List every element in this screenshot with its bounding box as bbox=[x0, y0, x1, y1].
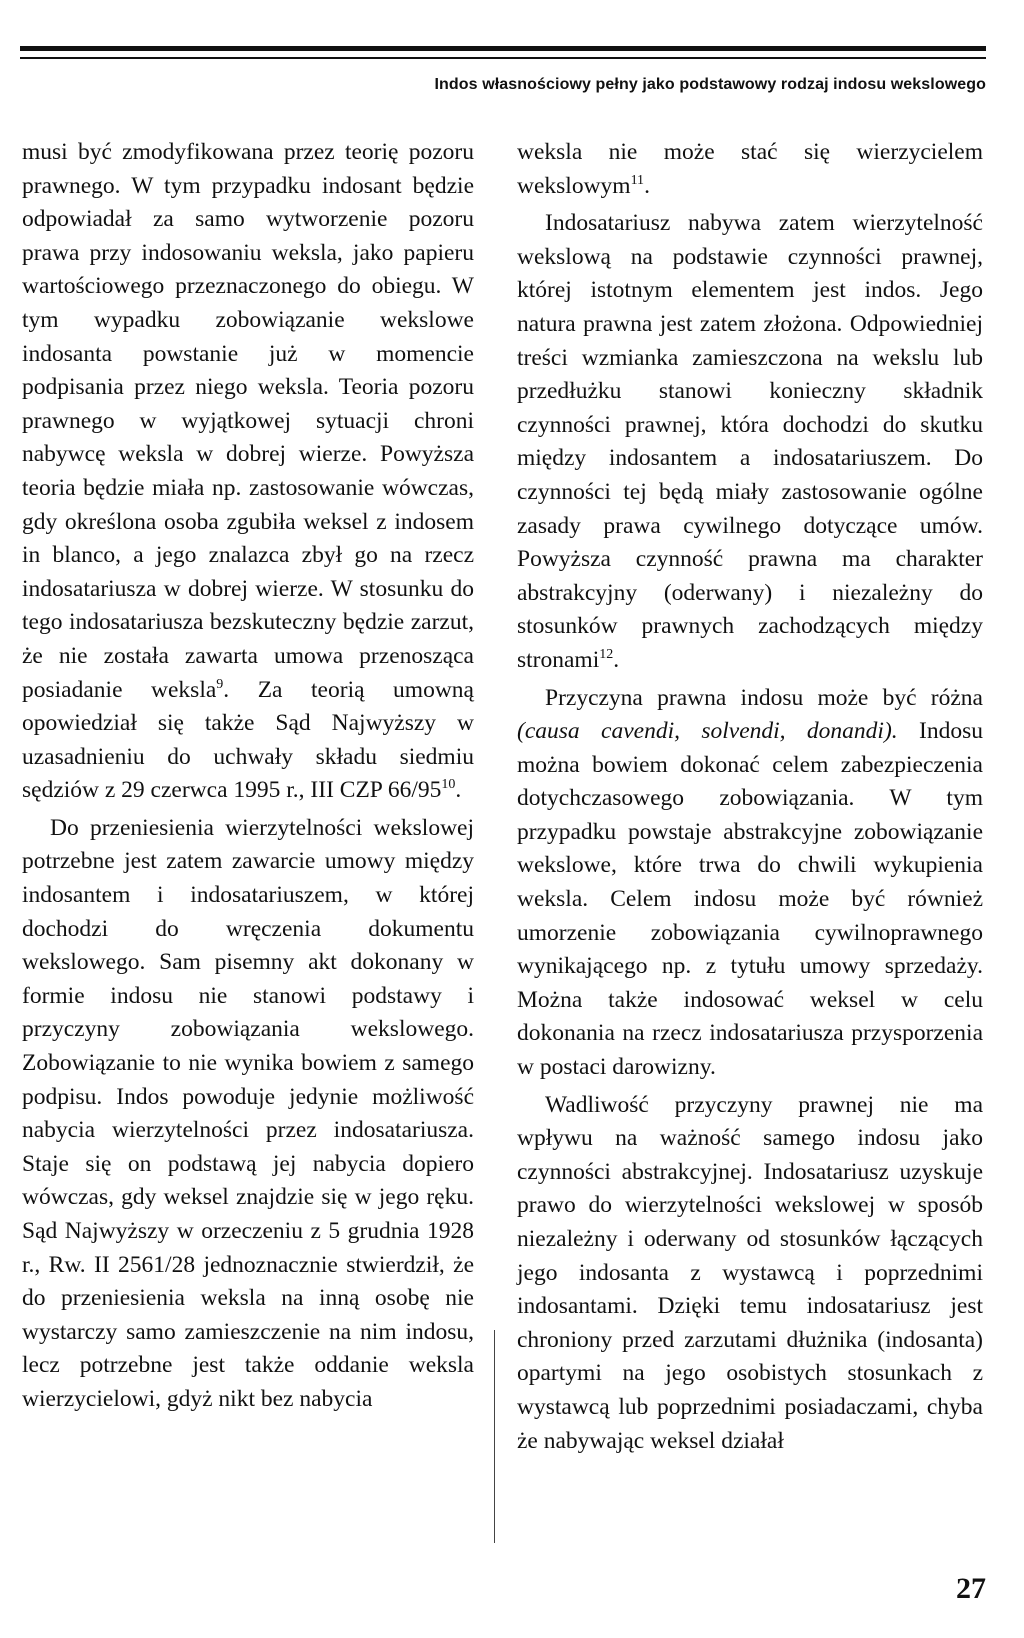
left-paragraph-1 bbox=[22, 136, 474, 808]
right-paragraph-2 bbox=[517, 207, 983, 677]
right-paragraph-3 bbox=[517, 682, 983, 1085]
right-p2-text-b: . bbox=[613, 646, 620, 673]
footnote-ref-10: 10 bbox=[441, 777, 456, 793]
left-p1-text-b: . Za teorią umowną opowiedział się także Sąd Najwyższy w uzasadnieniu do uchwały składu siedmiu sędziów z 29 czerwca 1995 r., III CZP 66/95 bbox=[22, 676, 474, 804]
left-p1-text-c: . bbox=[455, 777, 462, 804]
column-divider bbox=[494, 1330, 495, 1543]
right-p3-latin-terms: (causa cavendi, solvendi, donandi). bbox=[517, 718, 898, 745]
right-p3-text-a: Przyczyna prawna indosu może być różna bbox=[545, 684, 983, 711]
footnote-ref-12: 12 bbox=[599, 647, 614, 663]
left-p1-text-a: musi być zmodyfikowana przez teorię pozoru prawnego. W tym przypadku indosant będzie odpowiadał za samo wytworzenie pozoru prawa przy indosowaniu weksla, jako papieru wartościowego przeznaczonego do obiegu. W tym wypadku zobowiązanie wekslowe indosanta powstanie już w momencie podpisania przez niego weksla. Teoria pozoru prawnego w wyjątkowej sytuacji chroni nabywcę weksla w dobrej wierze. Powyższa teoria będzie miała np. zastosowanie wówczas, gdy określona osoba zgubiła weksel z indosem in blanco, a jego znalazca zbył go na rzecz indosatariusza w dobrej wierze. W stosunku do tego indosatariusza bezskuteczny będzie zarzut, że nie została zawarta umowa przenosząca posiadanie weksla bbox=[22, 139, 474, 703]
running-head: Indos własnościowy pełny jako podstawowy rodzaj indosu wekslowego bbox=[434, 76, 986, 93]
footnote-ref-11: 11 bbox=[630, 172, 645, 188]
footnote-ref-9: 9 bbox=[216, 676, 224, 692]
right-p3-text-b: Indosu można bowiem dokonać celem zabezpieczenia dotychczasowego zobowiązania. W tym przypadku powstaje abstrakcyjne zobowiązanie wekslowe, które trwa do chwili wykupienia weksla. Celem indosu może być również umorzenie zobowiązania cywilnoprawnego wynikającego np. z tytułu umowy sprzedaży. Można także indosować weksel w celu dokonania na rzecz indosatariusza przysporzenia w postaci darowizny. bbox=[517, 718, 983, 1081]
left-paragraph-2: Do przeniesienia wierzytelności wekslowej potrzebne jest zatem zawarcie umowy między indosantem i indosatariuszem, w której dochodzi do wręczenia dokumentu wekslowego. Sam pisemny akt dokonany w formie indosu nie stanowi podstawy i przyczyny zobowiązania wekslowego. Zobowiązanie to nie wynika bowiem z samego podpisu. Indos powoduje jedynie możliwość nabycia wierzytelności przez indosatariusza. Staje się on podstawą jej nabycia dopiero wówczas, gdy weksel znajdzie się w jego ręku. Sąd Najwyższy w orzeczeniu z 5 grudnia 1928 r., Rw. II 2561/28 jednoznacznie stwierdził, że do przeniesienia weksla na inną osobę nie wystarczy samo zamieszczenie na nim indosu, lecz potrzebne jest także oddanie weksla wierzycielowi, gdyż nikt bez nabycia bbox=[22, 814, 474, 1412]
right-p1-text-b: . bbox=[644, 172, 650, 199]
right-paragraph-4: Wadliwość przyczyny prawnej nie ma wpływu na ważność samego indosu jako czynności abstrakcyjnej. Indosatariusz uzyskuje prawo do wierzytelności wekslowej w sposób niezależny i oderwany od stosunków łączących jego indosanta z wystawcą i poprzednimi indosantami. Dzięki temu indosatariusz jest chroniony przed zarzutami dłużnika (indosanta) opartymi na jego osobistych stosunkach z wystawcą lub poprzednimi posiadaczami, chyba że nabywając weksel działał bbox=[517, 1091, 983, 1454]
header-rule-thin bbox=[20, 57, 986, 59]
right-p2-text-a: Indosatariusz nabywa zatem wierzytelność wekslową na podstawie czynności prawnej, której istotnym elementem jest indos. Jego natura prawna jest zatem złożona. Odpowiedniej treści wzmianka zamieszczona na wekslu lub przedłużku stanowi konieczny składnik czynności prawnej, która dochodzi do skutku między indosantem a indosatariuszem. Do czynności tej będą miały zastosowanie ogólne zasady prawa cywilnego dotyczące umów. Powyższa czynność prawna ma charakter abstrakcyjny (oderwany) i niezależny do stosunków prawnych zachodzących między stronami bbox=[517, 210, 983, 673]
right-paragraph-1 bbox=[517, 136, 983, 203]
page-number: 27 bbox=[956, 1572, 986, 1605]
left-column bbox=[22, 136, 474, 1417]
header-rule-thick bbox=[20, 46, 986, 51]
right-column bbox=[517, 136, 983, 1458]
right-p1-text-a: weksla nie może stać się wierzycielem wekslowym bbox=[517, 139, 983, 199]
